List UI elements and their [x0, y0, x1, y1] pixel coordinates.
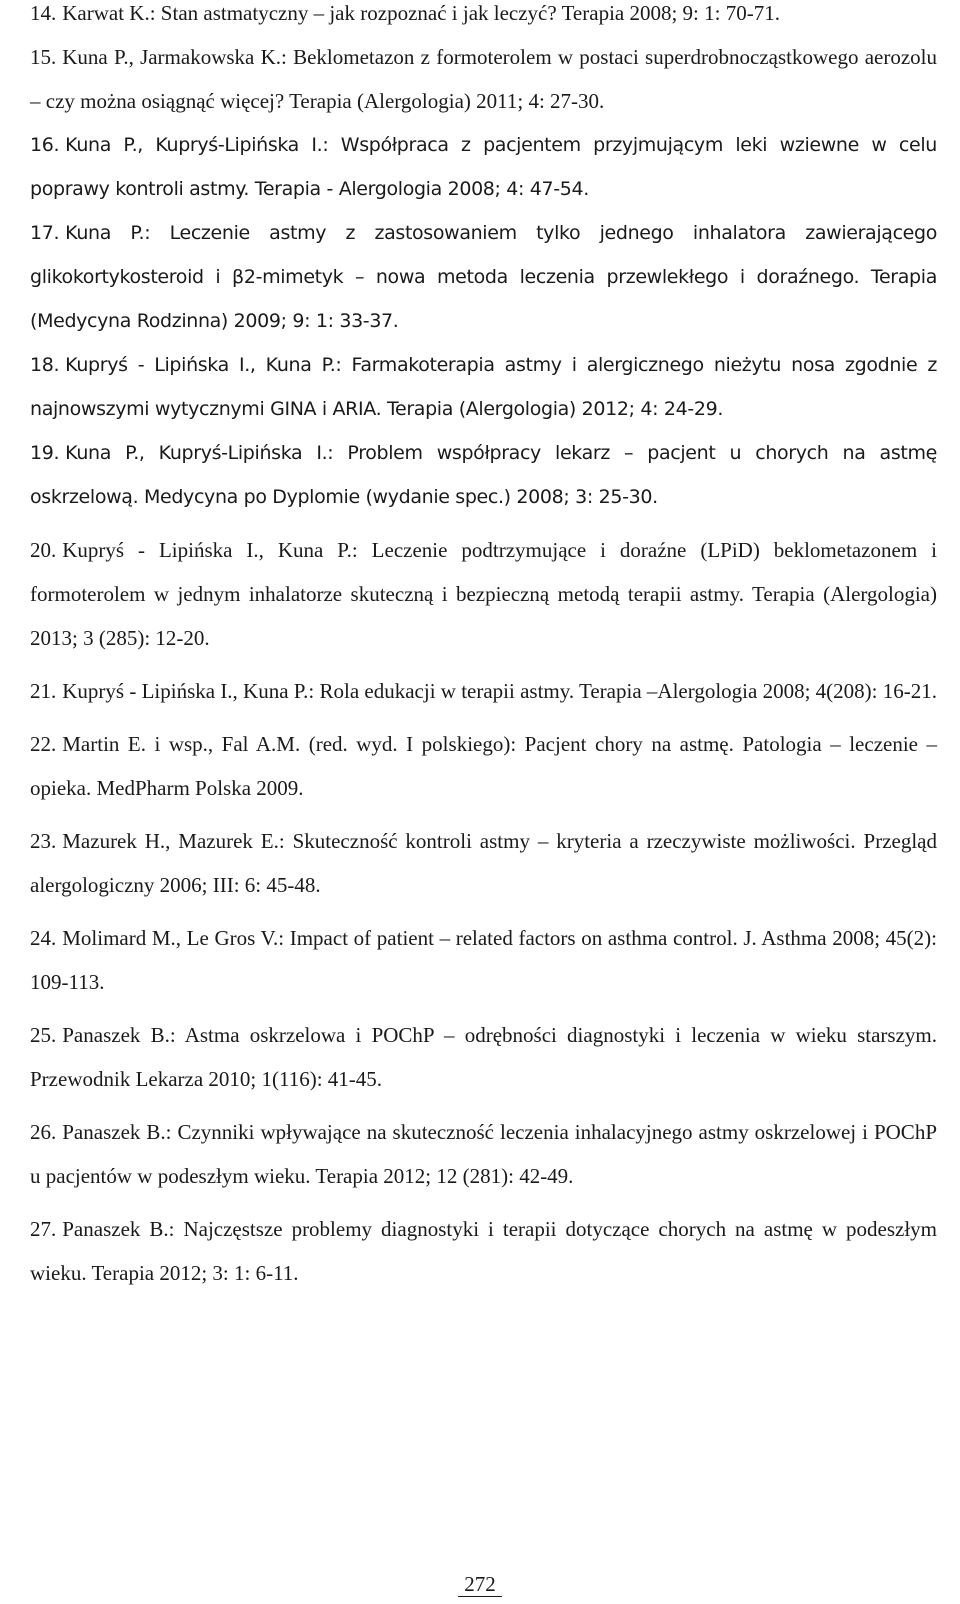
reference-text: Kuna P., Kupryś-Lipińska I.: Problem współpracy lekarz – pacjent u chorych na astmę oskrzelową. Medycyna po Dyplomie (wydanie spec.) 2008; 3: 25-30. — [30, 442, 937, 508]
reference-number: 16. — [30, 134, 60, 156]
reference-text: Kuna P., Jarmakowska K.: Beklometazon z formoterolem w postaci superdrobnocząstkowego aerozolu – czy można osiągnąć więcej? Terapia (Alergologia) 2011; 4: 27-30. — [30, 45, 937, 113]
page-number-value: 272 — [458, 1572, 502, 1597]
reference-text: Panaszek B.: Najczęstsze problemy diagnostyki i terapii dotyczące chorych na astmę w podeszłym wieku. Terapia 2012; 3: 1: 6-11. — [30, 1217, 937, 1285]
reference-number: 27. — [30, 1217, 57, 1241]
reference-number: 17. — [30, 222, 60, 244]
reference-item — [30, 343, 937, 431]
reference-text: Molimard M., Le Gros V.: Impact of patient – related factors on asthma control. J. Asthma 2008; 45(2): 109-113. — [30, 926, 937, 994]
reference-item — [30, 1207, 937, 1295]
reference-number: 23. — [30, 829, 57, 853]
reference-text: Kupryś - Lipińska I., Kuna P.: Farmakoterapia astmy i alergicznego nieżytu nosa zgodnie z najnowszymi wytycznymi GINA i ARIA. Terapia (Alergologia) 2012; 4: 24-29. — [30, 354, 937, 420]
reference-number: 25. — [30, 1023, 57, 1047]
reference-item — [30, 0, 937, 35]
reference-item — [30, 123, 937, 211]
reference-text: Kuna P., Kupryś-Lipińska I.: Współpraca z pacjentem przyjmującym leki wziewne w celu poprawy kontroli astmy. Terapia - Alergologia 2008; 4: 47-54. — [30, 134, 937, 200]
reference-number: 18. — [30, 354, 60, 376]
reference-text: Kupryś - Lipińska I., Kuna P.: Leczenie podtrzymujące i doraźne (LPiD) beklometazonem i formoterolem w jednym inhalatorze skuteczną i bezpieczną metodą terapii astmy. Terapia (Alergologia) 2013; 3 (285): 12-20. — [30, 538, 937, 650]
reference-item — [30, 819, 937, 907]
reference-number: 15. — [30, 45, 57, 69]
reference-item — [30, 669, 937, 713]
reference-item — [30, 35, 937, 123]
reference-text: Karwat K.: Stan astmatyczny – jak rozpoznać i jak leczyć? Terapia 2008; 9: 1: 70-71. — [62, 1, 780, 25]
reference-item — [30, 916, 937, 1004]
reference-item — [30, 528, 937, 660]
reference-number: 24. — [30, 926, 57, 950]
reference-item — [30, 1013, 937, 1101]
reference-text: Panaszek B.: Czynniki wpływające na skuteczność leczenia inhalacyjnego astmy oskrzelowej i POChP u pacjentów w podeszłym wieku. Terapia 2012; 12 (281): 42-49. — [30, 1120, 937, 1188]
reference-number: 21. — [30, 679, 57, 703]
reference-list — [30, 0, 937, 1295]
reference-text: Mazurek H., Mazurek E.: Skuteczność kontroli astmy – kryteria a rzeczywiste możliwości. Przegląd alergologiczny 2006; III: 6: 45-48. — [30, 829, 937, 897]
reference-number: 20. — [30, 538, 57, 562]
reference-item — [30, 431, 937, 519]
reference-text: Kuna P.: Leczenie astmy z zastosowaniem tylko jednego inhalatora zawierającego glikokortykosteroid i β2-mimetyk – nowa metoda leczenia przewlekłego i doraźnego. Terapia (Medycyna Rodzinna) 2009; 9: 1: 33-37. — [30, 222, 937, 332]
reference-item — [30, 1110, 937, 1198]
reference-item — [30, 211, 937, 343]
reference-text: Panaszek B.: Astma oskrzelowa i POChP – odrębności diagnostyki i leczenia w wieku starszym. Przewodnik Lekarza 2010; 1(116): 41-45. — [30, 1023, 937, 1091]
reference-text: Martin E. i wsp., Fal A.M. (red. wyd. I polskiego): Pacjent chory na astmę. Patologia – leczenie – opieka. MedPharm Polska 2009. — [30, 732, 937, 800]
page-number — [0, 1572, 960, 1597]
reference-number: 26. — [30, 1120, 57, 1144]
reference-number: 19. — [30, 442, 60, 464]
reference-text: Kupryś - Lipińska I., Kuna P.: Rola edukacji w terapii astmy. Terapia –Alergologia 2008; 4(208): 16-21. — [62, 679, 937, 703]
reference-number: 22. — [30, 732, 57, 756]
reference-item — [30, 722, 937, 810]
reference-number: 14. — [30, 1, 57, 25]
